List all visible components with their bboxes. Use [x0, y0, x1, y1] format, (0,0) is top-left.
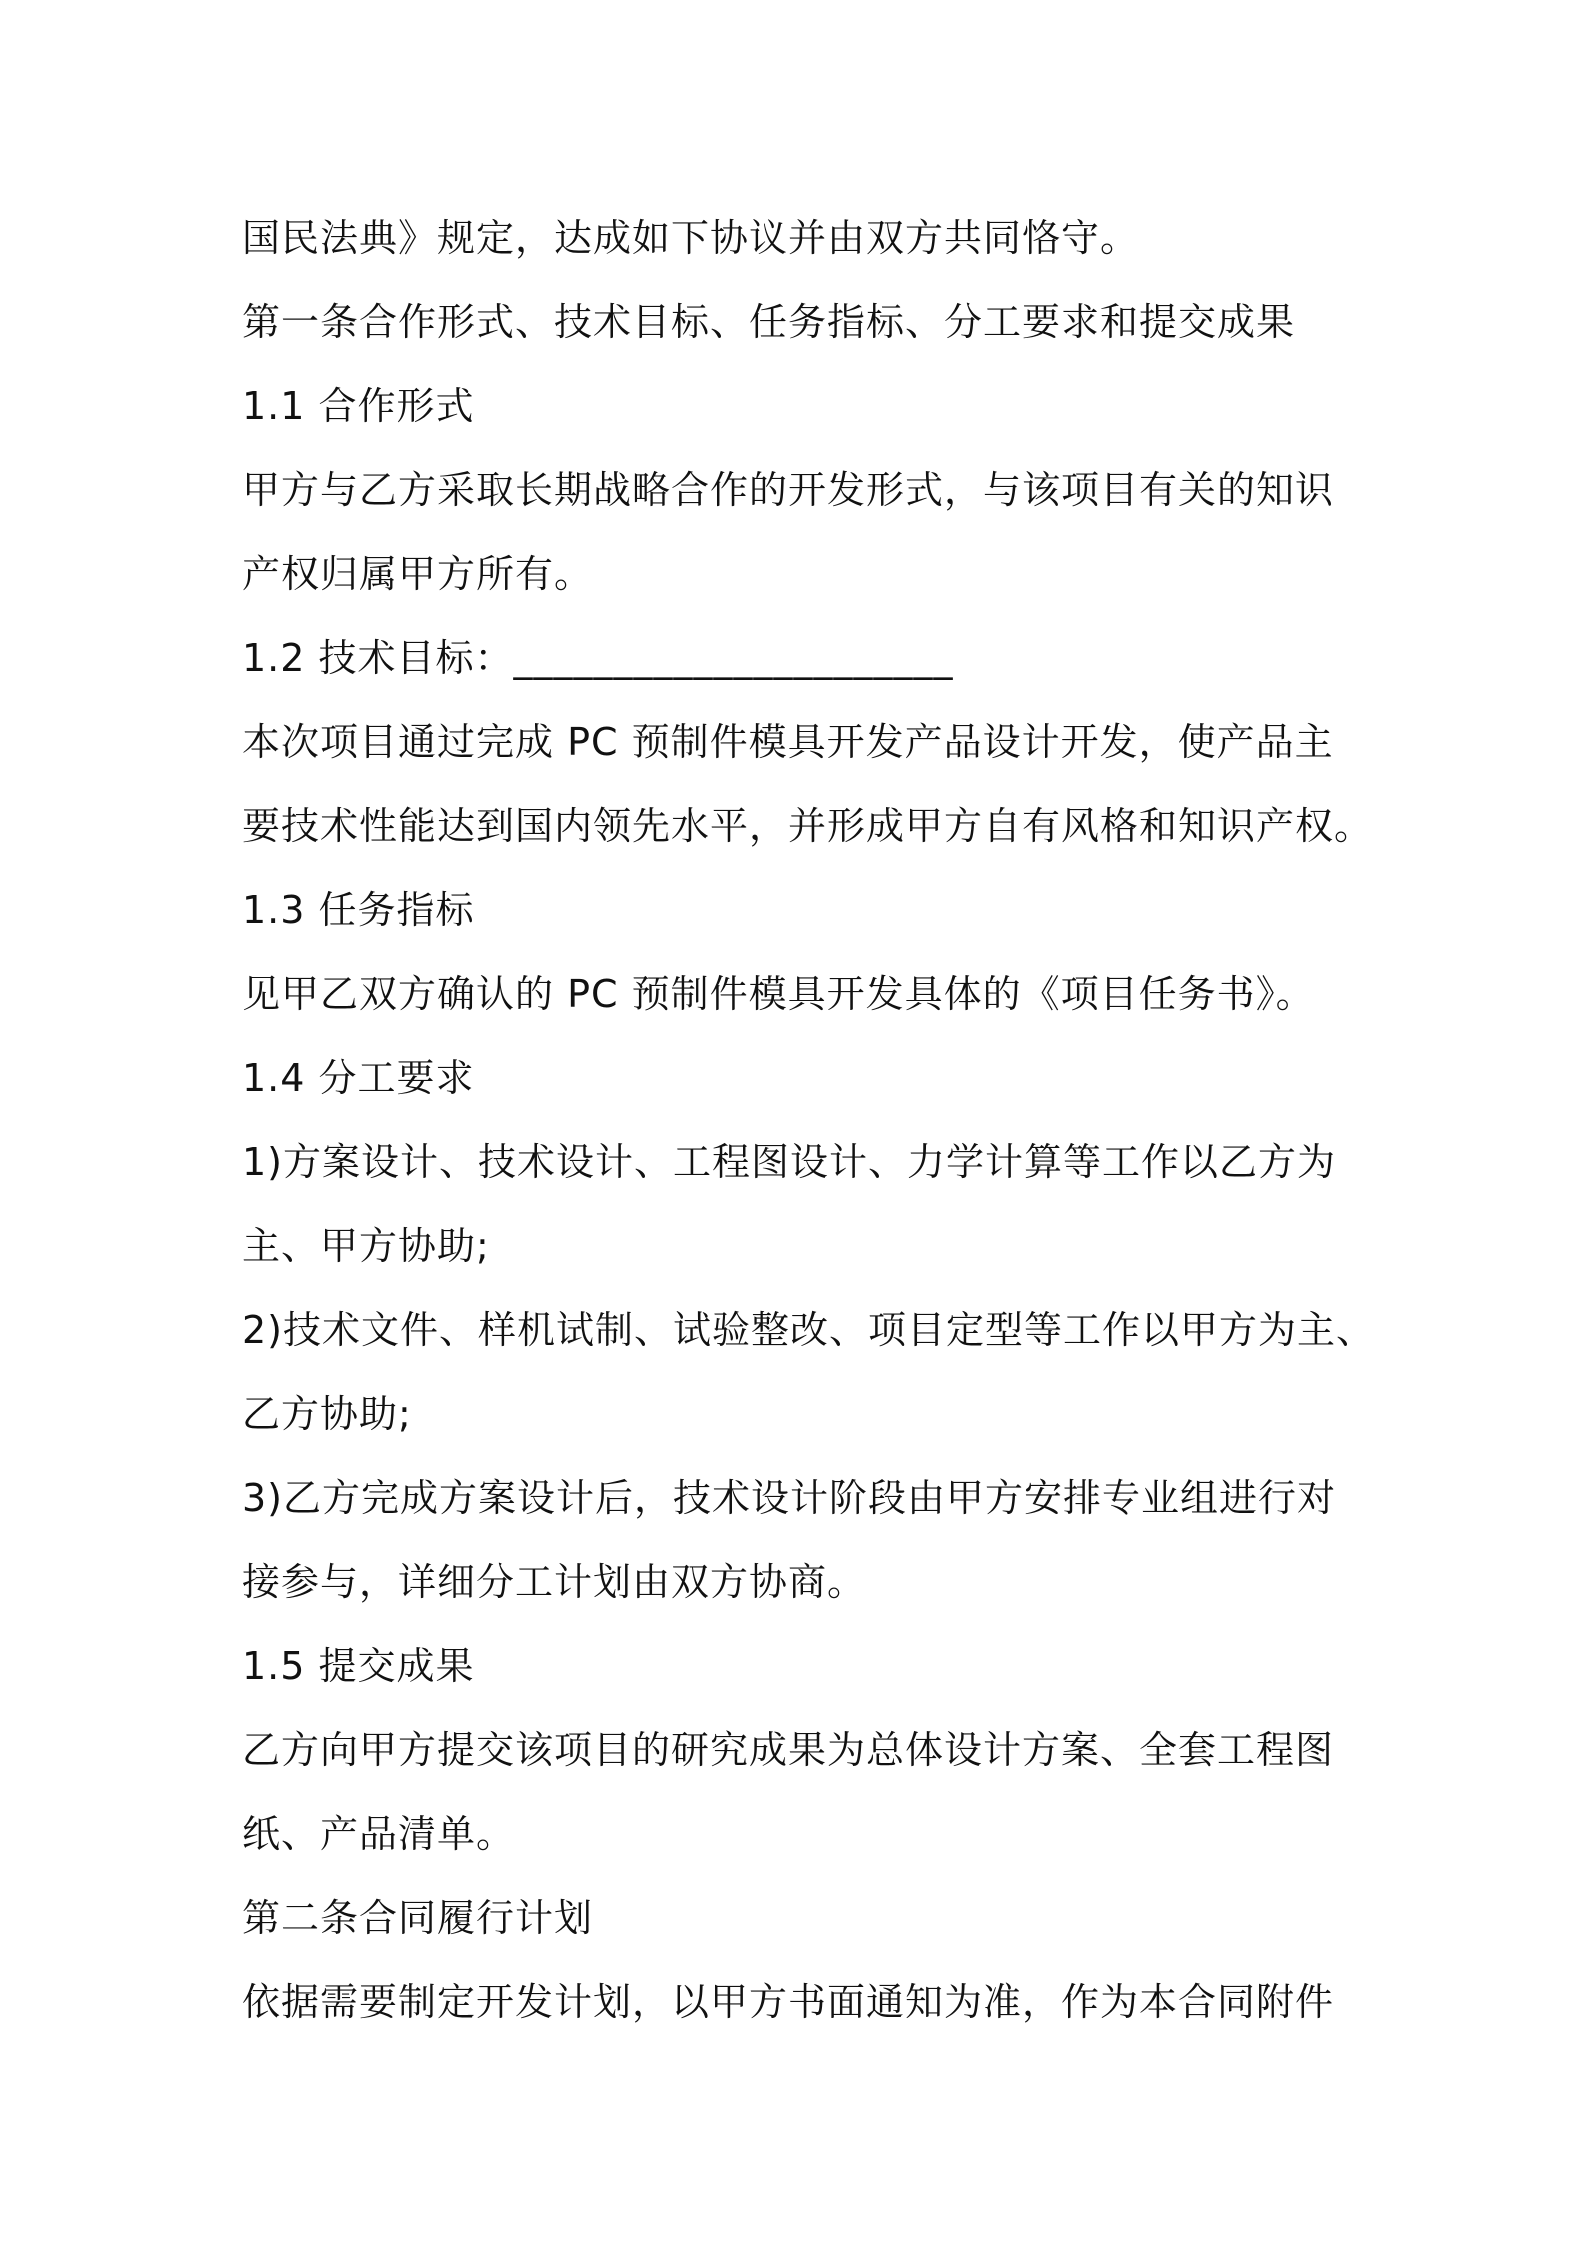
text-line: 接参与，详细分工计划由双方协商。 [242, 1560, 867, 1604]
section-heading: 第一条合作形式、技术目标、任务指标、分工要求和提交成果 [242, 300, 1296, 344]
text-line: 国民法典》规定，达成如下协议并由双方共同恪守。 [242, 216, 1140, 260]
subsection-heading: 1.3 任务指标 [242, 888, 475, 932]
text-line: 3)乙方完成方案设计后，技术设计阶段由甲方安排专业组进行对 [242, 1476, 1337, 1520]
text-line: 依据需要制定开发计划，以甲方书面通知为准，作为本合同附件 [242, 1980, 1335, 2024]
text-line: 见甲乙双方确认的 PC 预制件模具开发具体的《项目任务书》。 [242, 972, 1315, 1016]
text-line: 主、甲方协助; [242, 1224, 490, 1268]
subsection-heading: 1.4 分工要求 [242, 1056, 475, 1100]
text-line: 2)技术文件、样机试制、试验整改、项目定型等工作以甲方为主、 [242, 1308, 1376, 1352]
text-line: 乙方协助; [242, 1392, 412, 1436]
subsection-heading: 1.2 技术目标：______________________ [242, 636, 954, 680]
text-line: 纸、产品清单。 [242, 1812, 516, 1856]
text-line: 1)方案设计、技术设计、工程图设计、力学计算等工作以乙方为 [242, 1140, 1337, 1184]
text-line: 本次项目通过完成 PC 预制件模具开发产品设计开发，使产品主 [242, 720, 1334, 764]
text-line: 乙方向甲方提交该项目的研究成果为总体设计方案、全套工程图 [242, 1728, 1335, 1772]
document-body [242, 196, 1382, 2044]
text-line: 产权归属甲方所有。 [242, 552, 594, 596]
subsection-heading: 1.5 提交成果 [242, 1644, 475, 1688]
text-line: 甲方与乙方采取长期战略合作的开发形式，与该项目有关的知识 [242, 468, 1335, 512]
section-heading: 第二条合同履行计划 [242, 1896, 594, 1940]
subsection-heading: 1.1 合作形式 [242, 384, 475, 428]
text-line: 要技术性能达到国内领先水平，并形成甲方自有风格和知识产权。 [242, 804, 1374, 848]
